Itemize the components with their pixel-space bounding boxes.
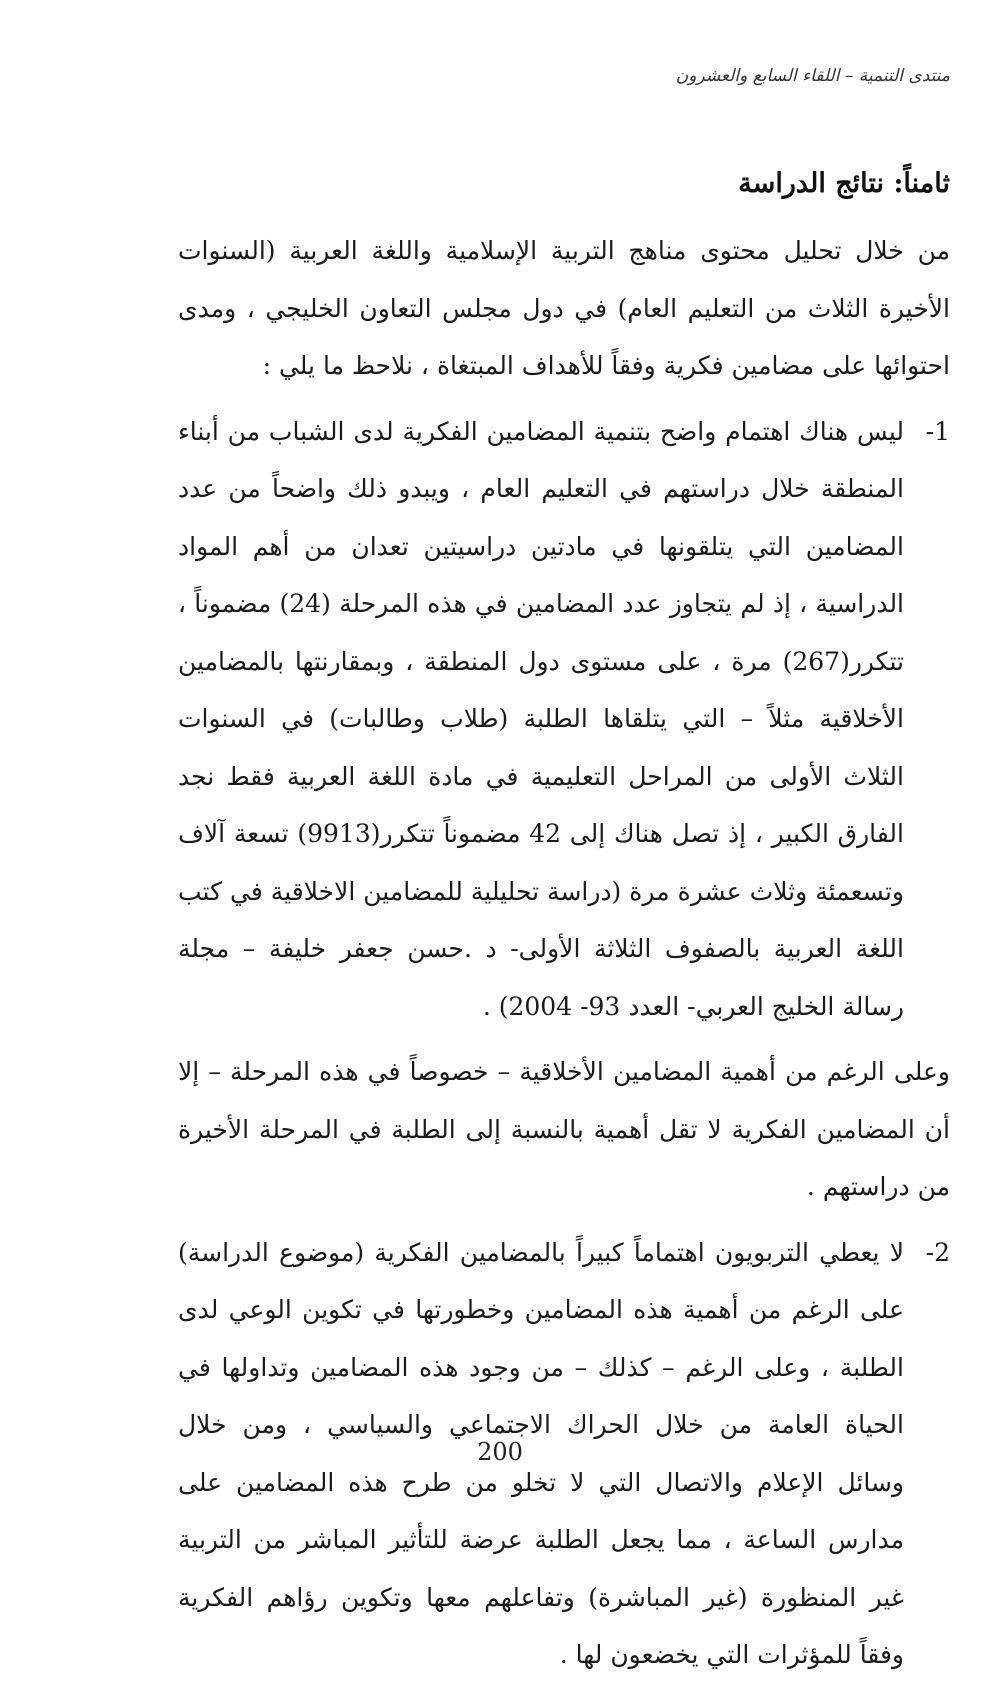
running-header: منتدى التنمية – اللقاء السابع والعشرون xyxy=(675,66,950,86)
page-number: 200 xyxy=(477,1438,523,1466)
list-item-number: 1- xyxy=(925,416,950,446)
intro-paragraph: من خلال تحليل محتوى مناهج التربية الإسلامية واللغة العربية (السنوات الأخيرة الثلاث من التعليم العام) في دول مجلس التعاون الخليجي ، ومدى احتوائها على مضامين فكرية وفقاً للأهداف المبتغاة ، نلاحظ ما يلي : xyxy=(178,236,951,380)
section-title: ثامناً: نتائج الدراسة xyxy=(738,168,950,199)
list-item-text: لا يعطي التربويون اهتماماً كبيراً بالمضامين الفكرية (موضوع الدراسة) على الرغم من أهمية هذه المضامين وخطورتها في تكوين الوعي لدى الطلبة ، وعلى الرغم – كذلك – من وجود هذه المضامين وتداولها في الحياة العامة من خلال الحراك الاجتماعي والسياسي ، ومن خلال وسائل الإعلام والاتصال التي لا تخلو من طرح هذه المضامين على مدارس الساعة ، مما يجعل الطلبة عرضة للتأثير المباشر من التربية غير المنظورة (غير المباشرة) وتفاعلهم معها وتكوين رؤاهم الفكرية وفقاً للمؤثرات التي يخضعون لها . xyxy=(178,1237,904,1669)
list-item-number: 2- xyxy=(925,1237,950,1267)
middle-paragraph: وعلى الرغم من أهمية المضامين الأخلاقية – خصوصاً في هذه المرحلة – إلا أن المضامين الفكرية لا تقل أهمية بالنسبة إلى الطلبة في المرحلة الأخيرة من دراستهم . xyxy=(178,1057,950,1201)
list-item-text: ليس هناك اهتمام واضح بتنمية المضامين الفكرية لدى الشباب من أبناء المنطقة خلال دراستهم في التعليم العام ، ويبدو ذلك واضحاً من عدد المضامين التي يتلقونها في مادتين دراسيتين تعدان من أهم المواد الدراسية ، إذ لم يتجاوز عدد المضامين في هذه المرحلة (24) مضموناً ، تتكرر(267) مرة ، على مستوى دول المنطقة ، وبمقارنتها بالمضامين الأخلاقية مثلاً – التي يتلقاها الطلبة (طلاب وطالبات) في السنوات الثلاث الأولى من المراحل التعليمية في مادة اللغة العربية فقط نجد الفارق الكبير ، إذ تصل هناك إلى 42 مضموناً تتكرر(9913) تسعة آلاف وتسعمئة وثلاث عشرة مرة (دراسة تحليلية للمضامين الاخلاقية في كتب اللغة العربية بالصفوف الثلاثة الأولى- د .حسن جعفر خليفة – مجلة رسالة الخليج العربي- العدد 93- 2004) . xyxy=(178,416,905,1021)
list-item-1 xyxy=(178,403,950,1036)
